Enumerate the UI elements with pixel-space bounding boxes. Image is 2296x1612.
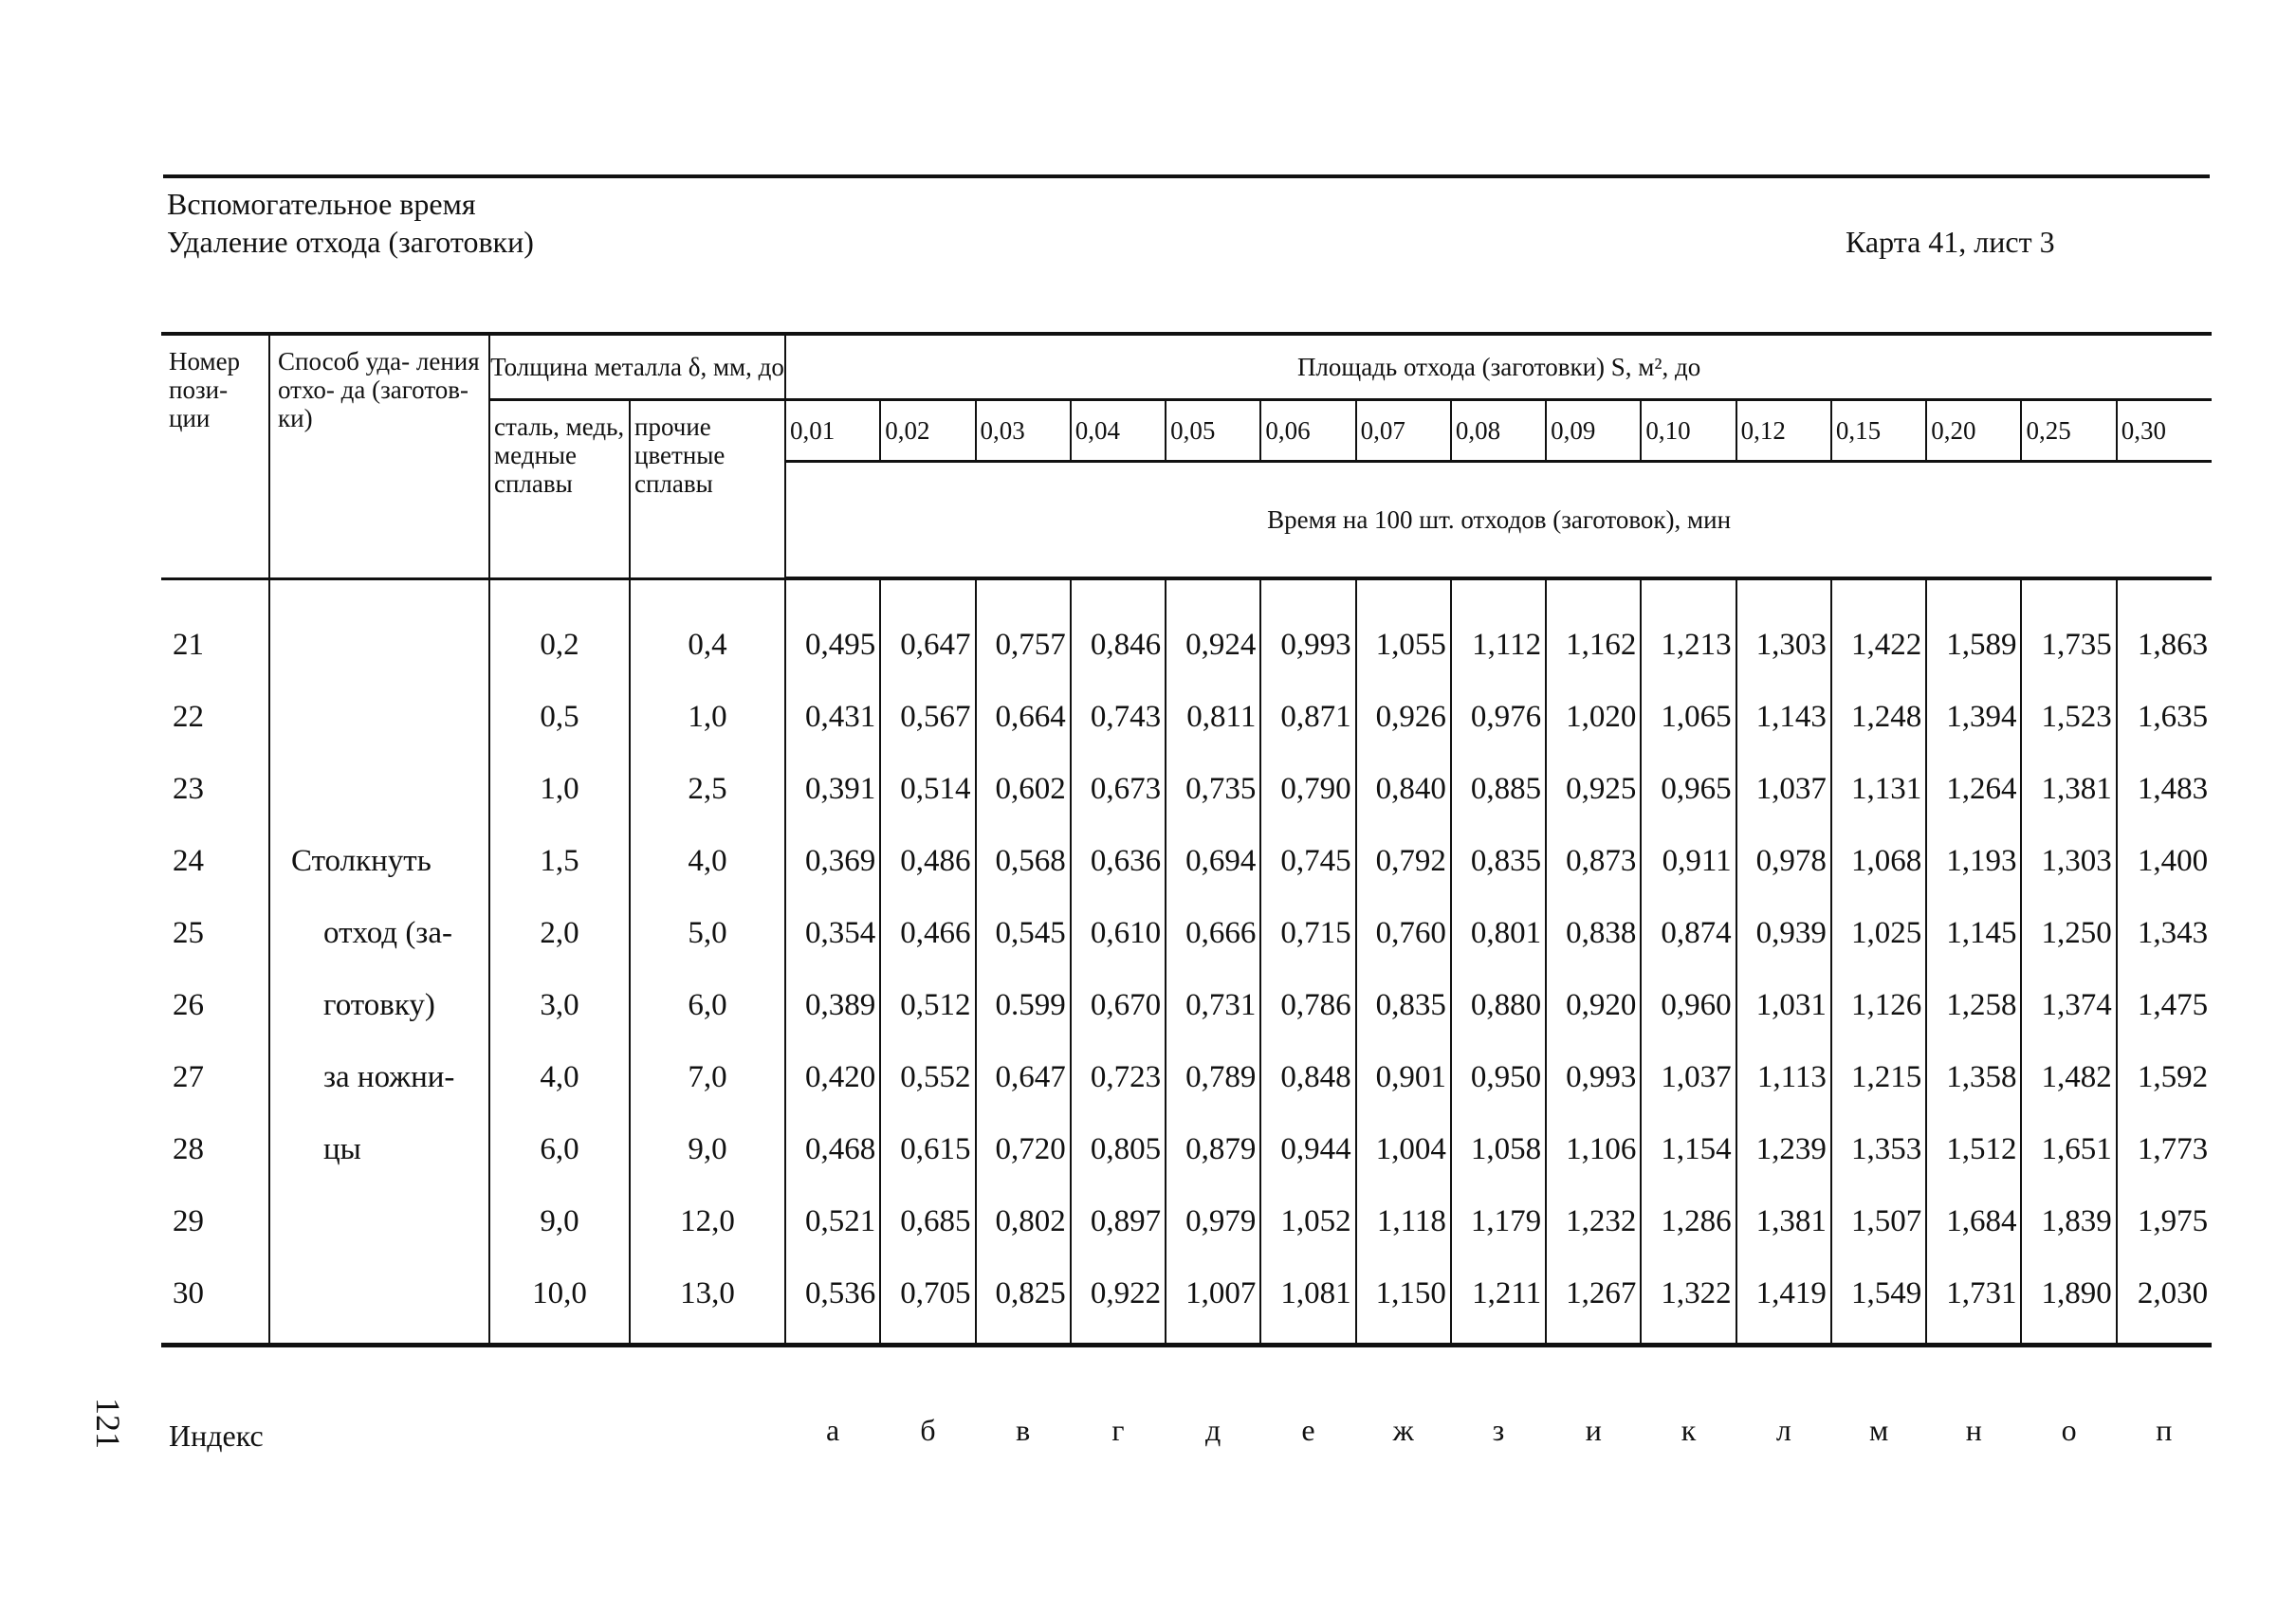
time-value-cell: 0.599 [976, 969, 1071, 1041]
time-value-cell: 0,838 [1546, 897, 1641, 969]
time-value-cell: 1,020 [1546, 681, 1641, 753]
time-value-cell: 0,545 [976, 897, 1071, 969]
time-value-cell: 0,979 [1166, 1185, 1260, 1257]
position-cell: 24 [173, 843, 204, 878]
time-value-cell: 1,250 [2021, 897, 2116, 969]
time-value-cell: 0,420 [785, 1041, 880, 1113]
time-value-cell: 0,715 [1260, 897, 1355, 969]
time-value-cell: 0,871 [1260, 681, 1355, 753]
other-thickness-cell: 12,0 [630, 1185, 785, 1257]
area-header-6: 0,07 [1356, 400, 1451, 462]
position-cell: 28 [173, 1131, 204, 1166]
time-value-cell: 0,673 [1071, 753, 1166, 825]
time-value-cell: 0,647 [880, 609, 975, 681]
time-value-cell: 0,666 [1166, 897, 1260, 969]
time-value-cell: 1,523 [2021, 681, 2116, 753]
time-value-cell: 0,789 [1166, 1041, 1260, 1113]
time-value-cell: 0,805 [1071, 1113, 1166, 1185]
table-row [161, 1113, 2212, 1185]
position-cell: 25 [173, 915, 204, 950]
method-cell [269, 1185, 489, 1257]
area-header-12: 0,20 [1926, 400, 2021, 462]
time-value-cell: 0,825 [976, 1257, 1071, 1329]
position-cell: 29 [173, 1203, 204, 1238]
area-header-10: 0,12 [1736, 400, 1831, 462]
time-value-cell: 1,154 [1641, 1113, 1736, 1185]
time-value-cell: 0,514 [880, 753, 975, 825]
index-letter: в [1016, 1413, 1031, 1447]
method-cell [269, 969, 489, 1041]
time-value-cell: 0,885 [1451, 753, 1546, 825]
time-value-cell: 0,431 [785, 681, 880, 753]
time-value-cell: 0,720 [976, 1113, 1071, 1185]
time-value-cell: 1,058 [1451, 1113, 1546, 1185]
other-thickness-cell: 1,0 [630, 681, 785, 753]
method-line: Столкнуть [291, 843, 432, 878]
steel-thickness-cell: 4,0 [489, 1041, 630, 1113]
page-number: 121 [89, 1398, 127, 1449]
index-letter: л [1775, 1413, 1791, 1447]
time-value-cell: 1,118 [1356, 1185, 1451, 1257]
time-value-cell: 1,232 [1546, 1185, 1641, 1257]
time-value-cell: 0,848 [1260, 1041, 1355, 1113]
time-value-cell: 1,112 [1451, 609, 1546, 681]
index-letter: б [920, 1413, 936, 1447]
time-value-cell: 0,391 [785, 753, 880, 825]
area-header-11: 0,15 [1831, 400, 1926, 462]
col-header-thickness: Толщина металла δ, мм, до [489, 334, 785, 400]
table-row [161, 1257, 2212, 1329]
time-value-cell: 1,475 [2117, 969, 2212, 1041]
card-reference: Карта 41, лист 3 [1846, 225, 2055, 259]
time-value-cell: 0,745 [1260, 825, 1355, 897]
time-value-cell: 0,694 [1166, 825, 1260, 897]
time-value-cell: 1,507 [1831, 1185, 1926, 1257]
area-header-0: 0,01 [785, 400, 880, 462]
index-label: Индекс [169, 1419, 264, 1453]
steel-thickness-cell: 0,2 [489, 609, 630, 681]
time-value-cell: 1,215 [1831, 1041, 1926, 1113]
time-value-cell: 1,394 [1926, 681, 2021, 753]
time-value-cell: 1,975 [2117, 1185, 2212, 1257]
time-value-cell: 0,846 [1071, 609, 1166, 681]
time-value-cell: 0,873 [1546, 825, 1641, 897]
time-value-cell: 0,897 [1071, 1185, 1166, 1257]
steel-thickness-cell: 1,5 [489, 825, 630, 897]
time-value-cell: 0,960 [1641, 969, 1736, 1041]
time-value-cell: 1,303 [2021, 825, 2116, 897]
table-row [161, 897, 2212, 969]
time-value-cell: 0,743 [1071, 681, 1166, 753]
time-value-cell: 1,482 [2021, 1041, 2116, 1113]
time-value-cell: 1,863 [2117, 609, 2212, 681]
time-value-cell: 1,419 [1736, 1257, 1831, 1329]
time-value-cell: 1,037 [1641, 1041, 1736, 1113]
time-value-cell: 0,760 [1356, 897, 1451, 969]
time-value-cell: 0,512 [880, 969, 975, 1041]
time-value-cell: 0,802 [976, 1185, 1071, 1257]
time-value-cell: 1,213 [1641, 609, 1736, 681]
method-line: отход (за- [323, 915, 452, 950]
area-header-2: 0,03 [976, 400, 1071, 462]
other-thickness-cell: 7,0 [630, 1041, 785, 1113]
time-value-cell: 0,835 [1356, 969, 1451, 1041]
time-value-cell: 0,944 [1260, 1113, 1355, 1185]
col-header-method: Способ уда- ления отхо- да (заготов- ки) [269, 334, 489, 578]
area-header-4: 0,05 [1166, 400, 1260, 462]
time-value-cell: 1,004 [1356, 1113, 1451, 1185]
time-value-cell: 0,811 [1166, 681, 1260, 753]
time-value-cell: 0,354 [785, 897, 880, 969]
method-cell [269, 1041, 489, 1113]
header-line-1: Вспомогательное время [167, 187, 476, 221]
time-value-cell: 1,162 [1546, 609, 1641, 681]
time-value-cell: 0,801 [1451, 897, 1546, 969]
method-cell [269, 897, 489, 969]
time-value-cell: 1,286 [1641, 1185, 1736, 1257]
time-value-cell: 1,353 [1831, 1113, 1926, 1185]
method-line: цы [323, 1131, 361, 1166]
time-value-cell: 1,773 [2117, 1113, 2212, 1185]
time-value-cell: 1,025 [1831, 897, 1926, 969]
time-value-cell: 0,389 [785, 969, 880, 1041]
index-letter: к [1681, 1413, 1697, 1447]
time-value-cell: 1,068 [1831, 825, 1926, 897]
time-value-cell: 0,901 [1356, 1041, 1451, 1113]
time-value-cell: 1,358 [1926, 1041, 2021, 1113]
time-value-cell: 1,422 [1831, 609, 1926, 681]
time-value-cell: 0,685 [880, 1185, 975, 1257]
index-letter: п [2156, 1413, 2173, 1447]
method-cell [269, 1113, 489, 1185]
index-letter: а [826, 1413, 840, 1447]
table-row [161, 681, 2212, 753]
steel-thickness-cell: 3,0 [489, 969, 630, 1041]
time-value-cell: 0,602 [976, 753, 1071, 825]
time-value-cell: 1,592 [2117, 1041, 2212, 1113]
time-value-cell: 0,757 [976, 609, 1071, 681]
method-cell [269, 825, 489, 897]
time-value-cell: 1,635 [2117, 681, 2212, 753]
time-value-cell: 0,790 [1260, 753, 1355, 825]
col-header-steel: сталь, медь, медные сплавы [489, 400, 630, 579]
steel-thickness-cell: 9,0 [489, 1185, 630, 1257]
method-line: за ножни- [323, 1059, 455, 1094]
index-letter: н [1965, 1413, 1982, 1447]
steel-thickness-cell: 6,0 [489, 1113, 630, 1185]
area-header-1: 0,02 [880, 400, 975, 462]
area-header-14: 0,30 [2117, 400, 2212, 462]
position-cell: 30 [173, 1275, 204, 1310]
time-value-cell: 1,193 [1926, 825, 2021, 897]
time-value-cell: 0,939 [1736, 897, 1831, 969]
time-value-cell: 1,589 [1926, 609, 2021, 681]
position-cell: 27 [173, 1059, 204, 1094]
time-value-cell: 0,636 [1071, 825, 1166, 897]
method-cell [269, 1257, 489, 1329]
time-value-cell: 0,925 [1546, 753, 1641, 825]
method-line: готовку) [323, 987, 435, 1022]
time-value-cell: 1,131 [1831, 753, 1926, 825]
time-value-cell: 0,835 [1451, 825, 1546, 897]
time-value-cell: 0,615 [880, 1113, 975, 1185]
table-row [161, 1041, 2212, 1113]
time-value-cell: 0,840 [1356, 753, 1451, 825]
index-letter: е [1301, 1413, 1315, 1447]
time-value-cell: 1,303 [1736, 609, 1831, 681]
time-value-cell: 1,684 [1926, 1185, 2021, 1257]
other-thickness-cell: 6,0 [630, 969, 785, 1041]
time-value-cell: 1,322 [1641, 1257, 1736, 1329]
time-value-cell: 1,248 [1831, 681, 1926, 753]
time-value-cell: 1,483 [2117, 753, 2212, 825]
time-value-cell: 0,792 [1356, 825, 1451, 897]
time-value-cell: 1,267 [1546, 1257, 1641, 1329]
other-thickness-cell: 4,0 [630, 825, 785, 897]
time-value-cell: 0,705 [880, 1257, 975, 1329]
position-cell: 21 [173, 627, 204, 662]
time-value-cell: 0,495 [785, 609, 880, 681]
time-value-cell: 0,926 [1356, 681, 1451, 753]
area-header-13: 0,25 [2021, 400, 2116, 462]
index-letter: и [1585, 1413, 1602, 1447]
time-value-cell: 1,381 [1736, 1185, 1831, 1257]
time-value-cell: 0,993 [1260, 609, 1355, 681]
steel-thickness-cell: 10,0 [489, 1257, 630, 1329]
index-letter: г [1111, 1413, 1125, 1447]
index-letter: з [1492, 1413, 1505, 1447]
time-value-cell: 1,512 [1926, 1113, 2021, 1185]
time-value-cell: 1,400 [2117, 825, 2212, 897]
time-value-cell: 0,664 [976, 681, 1071, 753]
time-value-cell: 0,993 [1546, 1041, 1641, 1113]
time-value-cell: 1,143 [1736, 681, 1831, 753]
time-value-cell: 0,731 [1166, 969, 1260, 1041]
col-header-time: Время на 100 шт. отходов (заготовок), мин [785, 462, 2212, 579]
method-cell [269, 753, 489, 825]
time-value-cell: 1,374 [2021, 969, 2116, 1041]
time-value-cell: 0,466 [880, 897, 975, 969]
area-header-3: 0,04 [1071, 400, 1166, 462]
time-value-cell: 0,647 [976, 1041, 1071, 1113]
time-value-cell: 0,874 [1641, 897, 1736, 969]
area-header-8: 0,09 [1546, 400, 1641, 462]
other-thickness-cell: 2,5 [630, 753, 785, 825]
table-row [161, 1185, 2212, 1257]
time-value-cell: 1,055 [1356, 609, 1451, 681]
position-cell: 23 [173, 771, 204, 806]
time-value-cell: 1,890 [2021, 1257, 2116, 1329]
top-rule [163, 174, 2210, 178]
time-value-cell: 0,879 [1166, 1113, 1260, 1185]
time-value-cell: 1,031 [1736, 969, 1831, 1041]
time-value-cell: 2,030 [2117, 1257, 2212, 1329]
time-value-cell: 0,735 [1166, 753, 1260, 825]
time-value-cell: 0,486 [880, 825, 975, 897]
time-value-cell: 1,007 [1166, 1257, 1260, 1329]
time-value-cell: 1,179 [1451, 1185, 1546, 1257]
time-value-cell: 0,920 [1546, 969, 1641, 1041]
time-value-cell: 0,567 [880, 681, 975, 753]
method-cell [269, 681, 489, 753]
method-cell [269, 609, 489, 681]
time-value-cell: 0,670 [1071, 969, 1166, 1041]
time-value-cell: 0,950 [1451, 1041, 1546, 1113]
time-value-cell: 0,536 [785, 1257, 880, 1329]
time-value-cell: 1,839 [2021, 1185, 2116, 1257]
norms-table [161, 332, 2212, 1347]
time-value-cell: 1,731 [1926, 1257, 2021, 1329]
steel-thickness-cell: 1,0 [489, 753, 630, 825]
table-row [161, 753, 2212, 825]
time-value-cell: 1,239 [1736, 1113, 1831, 1185]
index-letter: м [1868, 1413, 1889, 1447]
time-value-cell: 1,735 [2021, 609, 2116, 681]
time-value-cell: 1,264 [1926, 753, 2021, 825]
index-letter: ж [1392, 1413, 1414, 1447]
position-cell: 22 [173, 699, 204, 734]
index-letter: д [1205, 1413, 1221, 1447]
steel-thickness-cell: 2,0 [489, 897, 630, 969]
time-value-cell: 0,911 [1641, 825, 1736, 897]
time-value-cell: 0,924 [1166, 609, 1260, 681]
other-thickness-cell: 13,0 [630, 1257, 785, 1329]
table-row [161, 969, 2212, 1041]
time-value-cell: 1,065 [1641, 681, 1736, 753]
steel-thickness-cell: 0,5 [489, 681, 630, 753]
time-value-cell: 1,037 [1736, 753, 1831, 825]
time-value-cell: 0,965 [1641, 753, 1736, 825]
other-thickness-cell: 0,4 [630, 609, 785, 681]
time-value-cell: 1,381 [2021, 753, 2116, 825]
table-row [161, 609, 2212, 681]
time-value-cell: 0,369 [785, 825, 880, 897]
time-value-cell: 0,976 [1451, 681, 1546, 753]
index-letter: о [2061, 1413, 2077, 1447]
time-value-cell: 1,106 [1546, 1113, 1641, 1185]
time-value-cell: 1,211 [1451, 1257, 1546, 1329]
col-header-area: Площадь отхода (заготовки) S, м², до [785, 334, 2212, 400]
time-value-cell: 0,468 [785, 1113, 880, 1185]
time-value-cell: 0,552 [880, 1041, 975, 1113]
time-value-cell: 1,651 [2021, 1113, 2116, 1185]
area-header-7: 0,08 [1451, 400, 1546, 462]
other-thickness-cell: 5,0 [630, 897, 785, 969]
time-value-cell: 0,610 [1071, 897, 1166, 969]
time-value-cell: 0,922 [1071, 1257, 1166, 1329]
time-value-cell: 0,568 [976, 825, 1071, 897]
time-value-cell: 0,521 [785, 1185, 880, 1257]
table-row [161, 825, 2212, 897]
other-thickness-cell: 9,0 [630, 1113, 785, 1185]
time-value-cell: 1,126 [1831, 969, 1926, 1041]
time-value-cell: 0,723 [1071, 1041, 1166, 1113]
col-header-position: Номер пози- ции [161, 334, 269, 578]
area-header-9: 0,10 [1641, 400, 1736, 462]
time-value-cell: 1,150 [1356, 1257, 1451, 1329]
time-value-cell: 1,549 [1831, 1257, 1926, 1329]
time-value-cell: 1,052 [1260, 1185, 1355, 1257]
time-value-cell: 0,786 [1260, 969, 1355, 1041]
area-header-5: 0,06 [1260, 400, 1355, 462]
time-value-cell: 1,113 [1736, 1041, 1831, 1113]
header-line-2: Удаление отхода (заготовки) [167, 225, 534, 259]
position-cell: 26 [173, 987, 204, 1022]
time-value-cell: 0,880 [1451, 969, 1546, 1041]
time-value-cell: 1,081 [1260, 1257, 1355, 1329]
time-value-cell: 0,978 [1736, 825, 1831, 897]
col-header-other: прочие цветные сплавы [630, 400, 785, 579]
time-value-cell: 1,343 [2117, 897, 2212, 969]
time-value-cell: 1,145 [1926, 897, 2021, 969]
time-value-cell: 1,258 [1926, 969, 2021, 1041]
